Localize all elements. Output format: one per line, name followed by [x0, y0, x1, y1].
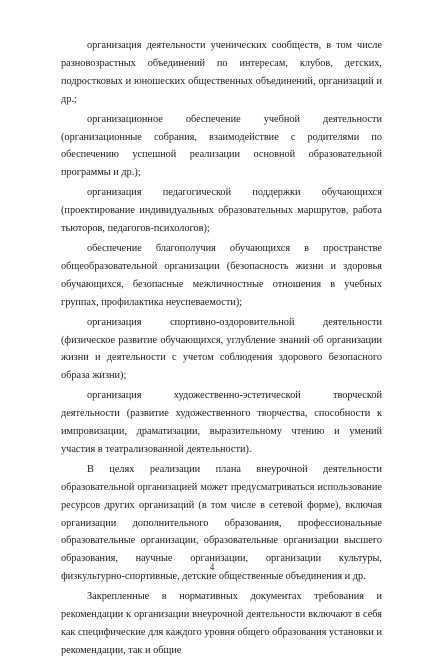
- paragraph-pedagogical-support: организация педагогической поддержки обучающихся (проектирование индивидуальных образовательных маршрутов, работа тьюторов, педагогов-психологов);: [61, 187, 382, 235]
- page-number: 4: [209, 562, 215, 572]
- paragraph-sports-health: организация спортивно-оздоровительной деятельности (физическое развитие обучающихся, углубление знаний об организации жизни и деятельности с учетом соблюдения здорового безопасного образа жизни);: [61, 316, 382, 382]
- paragraph-wellbeing: обеспечение благополучия обучающихся в пространстве общеобразовательной организации (безопасность жизни и здоровья обучающихся, безопасные межличностные отношения в учебных группах, профилактика неуспеваемости);: [61, 242, 382, 308]
- paragraph-student-communities: организация деятельности ученических сообществ, в том числе разновозрастных объединений по интересам, клубов, детских, подростковых и юношеских общественных объединений, организаций и др.;: [61, 40, 382, 105]
- paragraph-external-resources: В целях реализации плана внеурочной деятельности образовательной организацией может предусматриваться использование ресурсов других организаций (в том числе в сетевой форме), включая организации дополнительного образования, профессиональные образовательные организации, образовательные организации высшего образования, научные организации, организации культуры, физкультурно-спортивные, детские общественные объединения и др.: [61, 463, 382, 583]
- paragraph-art-aesthetic: организация художественно-эстетической творческой деятельности (развитие художественного творчества, способности к импровизации, драматизации, выразительному чтению и умений участия в театрализованной деятельности).: [61, 390, 382, 455]
- paragraph-organizational-support: организационное обеспечение учебной деятельности (организационные собрания, взаимодействие с родителями по обеспечению успешной реализации основной образовательной программы и др.);: [61, 113, 382, 179]
- paragraph-normative-requirements: Закрепленные в нормативных документах требования и рекомендации к организации внеурочной деятельности включают в себя как специфические для каждого уровня общего образования установки и рекомендации, так и общие: [61, 591, 383, 656]
